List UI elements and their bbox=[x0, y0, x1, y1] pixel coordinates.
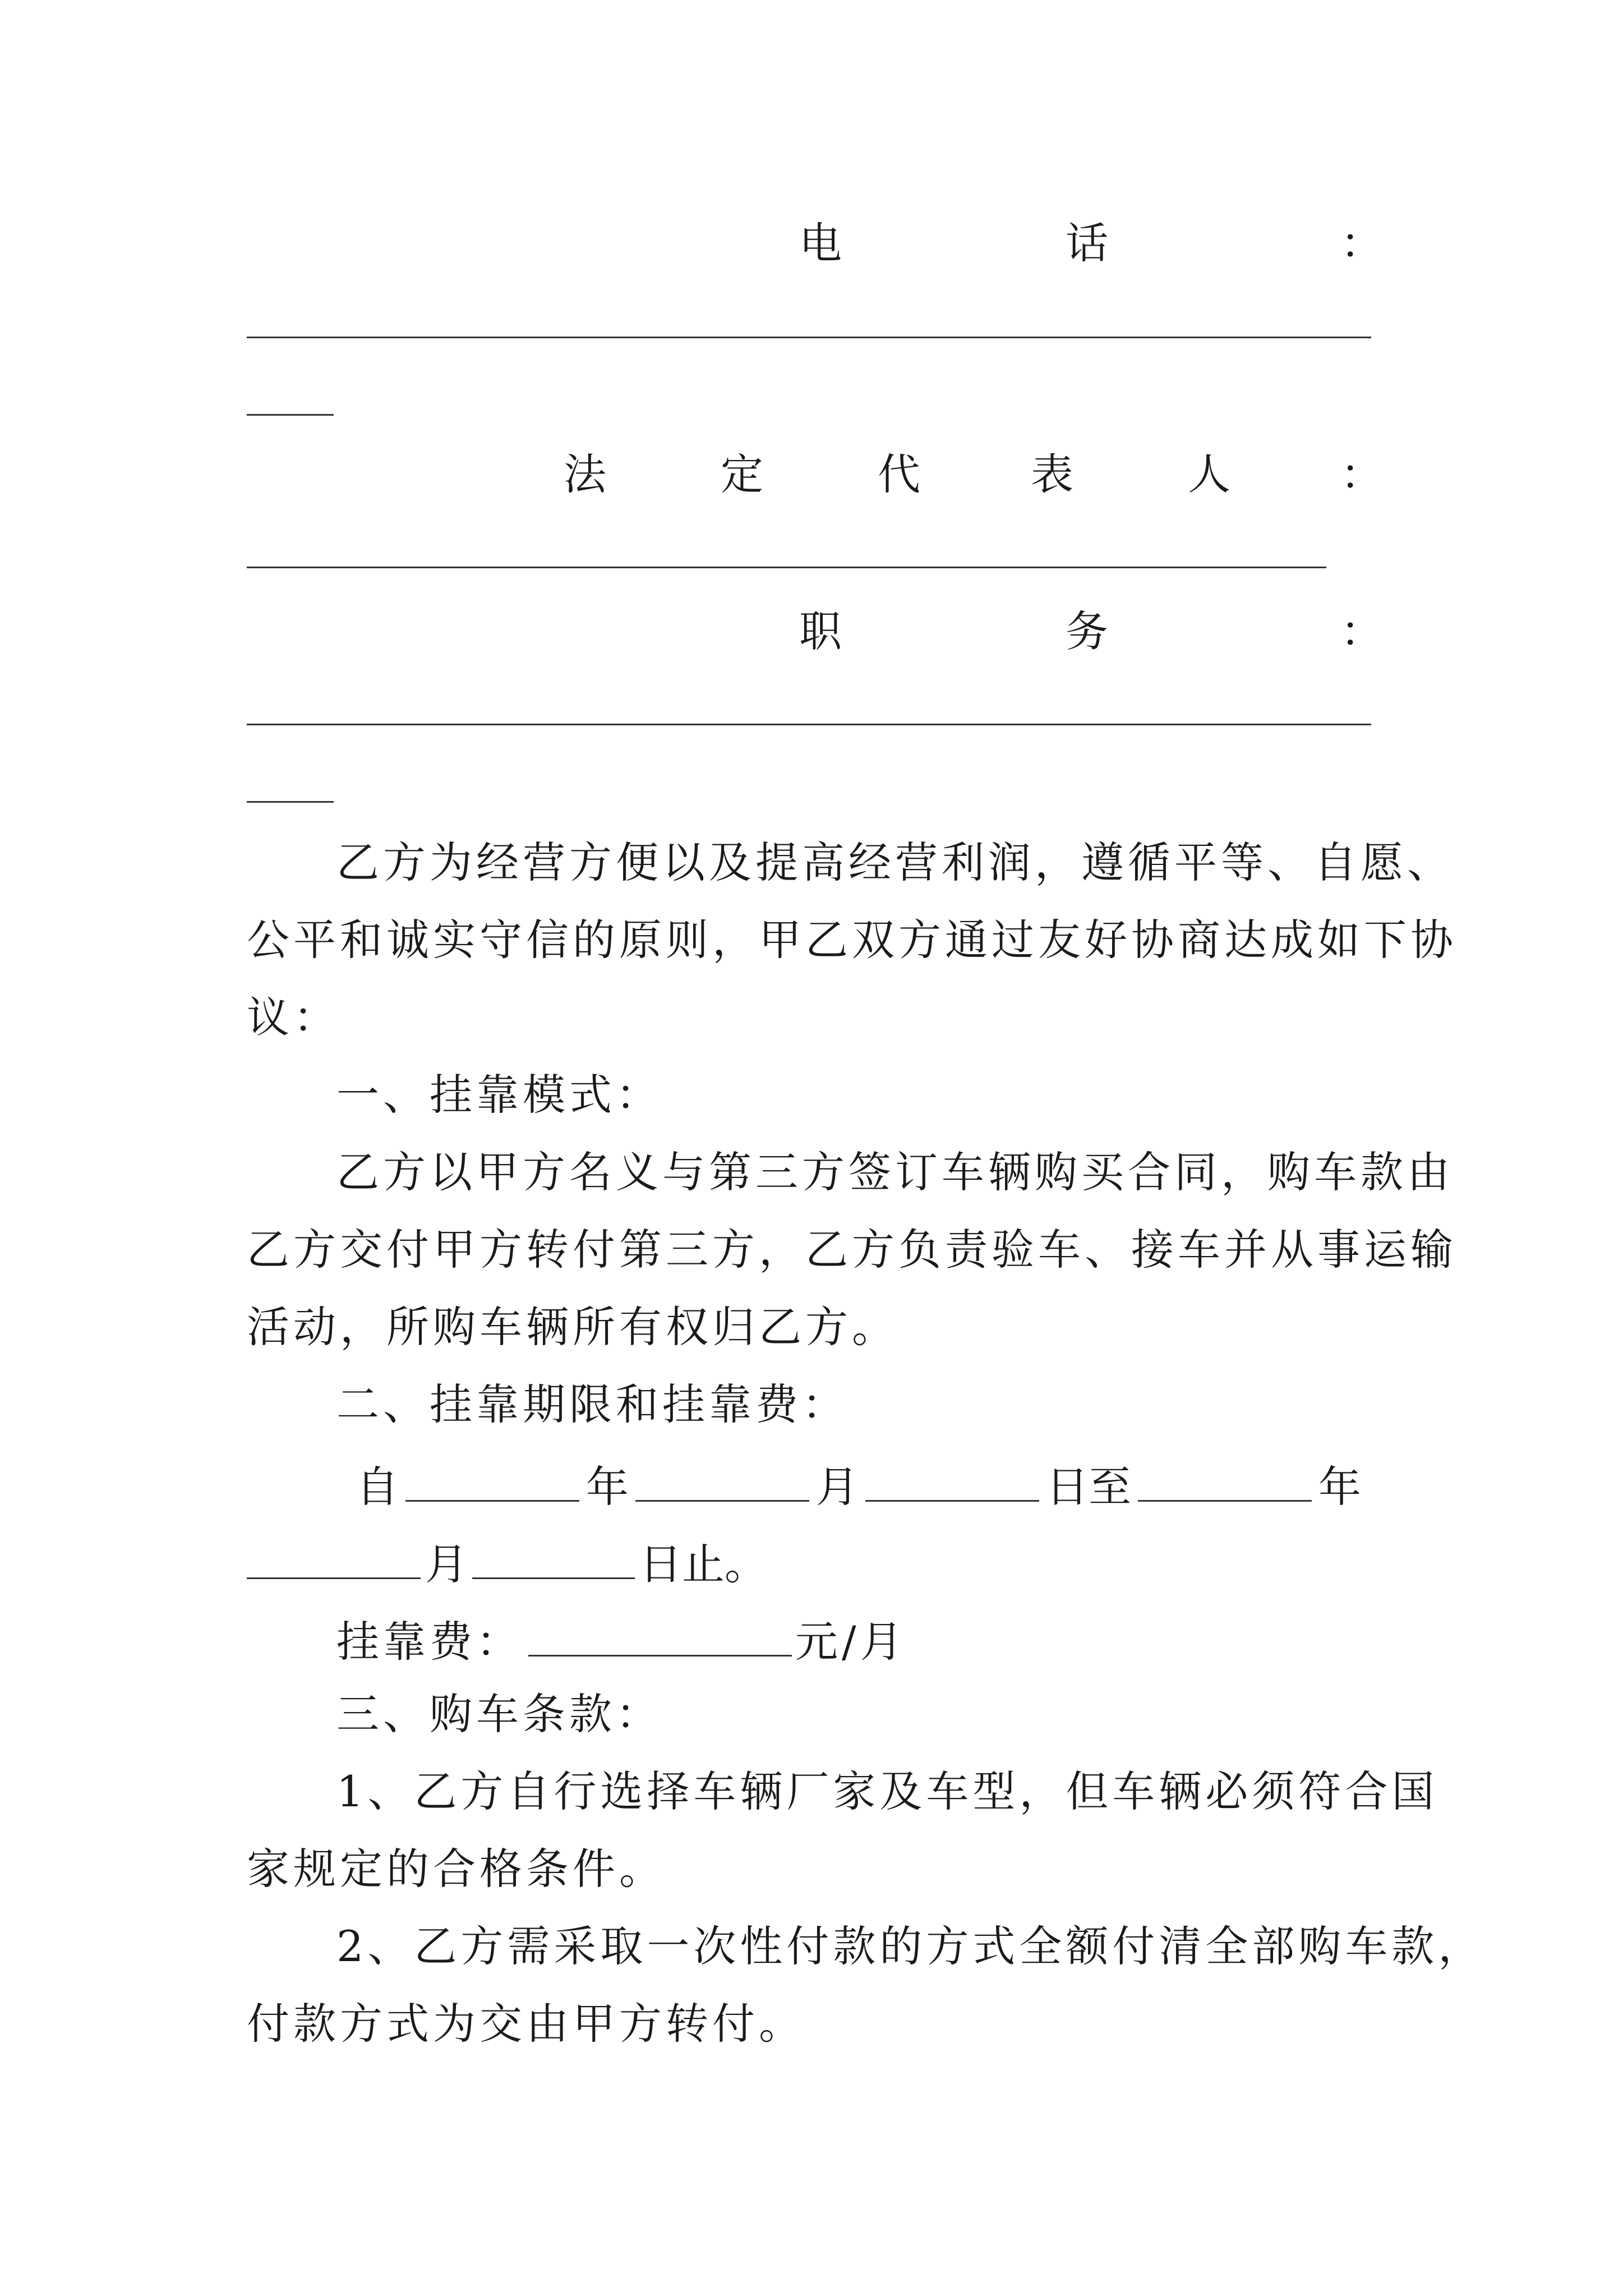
position-underline-tail bbox=[247, 801, 334, 803]
period-line-2 bbox=[247, 1538, 767, 1589]
intro-line-3: 议： bbox=[247, 992, 340, 1042]
period-day-to: 日至 bbox=[1046, 1462, 1131, 1512]
legal-rep-char-2: 定 bbox=[721, 449, 763, 499]
intro-line-2: 公平和诚实守信的原则，甲乙双方通过友好协商达成如下协 bbox=[247, 915, 1457, 965]
section-1-line-1: 乙方以甲方名义与第三方签订车辆购买合同，购车款由 bbox=[336, 1147, 1454, 1197]
section-1-title: 一、挂靠模式： bbox=[336, 1070, 662, 1120]
phone-label-char-2: 话 bbox=[1066, 218, 1108, 268]
position-colon: ： bbox=[1340, 606, 1383, 656]
section-1-line-2: 乙方交付甲方转付第三方，乙方负责验车、接车并从事运输 bbox=[247, 1225, 1457, 1274]
end-year-blank[interactable] bbox=[1138, 1461, 1312, 1502]
start-month-blank[interactable] bbox=[635, 1461, 809, 1502]
start-day-blank[interactable] bbox=[865, 1461, 1039, 1502]
fee-label: 挂靠费： bbox=[336, 1617, 523, 1667]
section-3-item-2-line-1: 2、乙方需采取一次性付款的方式全额付清全部购车款， bbox=[336, 1921, 1485, 1971]
period-line-1 bbox=[356, 1461, 1361, 1512]
fee-unit: 元/月 bbox=[795, 1617, 907, 1667]
legal-rep-char-5: 人 bbox=[1188, 449, 1230, 499]
end-month-blank[interactable] bbox=[247, 1538, 421, 1579]
fee-line bbox=[336, 1616, 907, 1667]
section-3-item-1-line-2: 家规定的合格条件。 bbox=[247, 1844, 666, 1894]
end-day-blank[interactable] bbox=[472, 1538, 635, 1579]
fee-blank[interactable] bbox=[528, 1616, 792, 1657]
position-char-2: 务 bbox=[1066, 606, 1108, 656]
phone-colon: ： bbox=[1340, 218, 1383, 268]
legal-rep-underline bbox=[247, 567, 1326, 568]
section-3-title: 三、购车条款： bbox=[336, 1689, 662, 1739]
period-from: 自 bbox=[356, 1462, 399, 1512]
section-2-title: 二、挂靠期限和挂靠费： bbox=[336, 1379, 849, 1429]
period-end: 日止。 bbox=[639, 1539, 767, 1589]
position-underline bbox=[247, 724, 1371, 725]
legal-rep-colon: ： bbox=[1340, 449, 1383, 499]
legal-rep-char-1: 法 bbox=[564, 449, 606, 499]
period-month-2: 月 bbox=[425, 1539, 468, 1589]
position-char-1: 职 bbox=[799, 606, 842, 656]
section-3-item-1-line-1: 1、乙方自行选择车辆厂家及车型，但车辆必须符合国 bbox=[336, 1766, 1438, 1816]
start-year-blank[interactable] bbox=[405, 1461, 579, 1502]
period-month: 月 bbox=[816, 1462, 859, 1512]
section-3-item-2-line-2: 付款方式为交由甲方转付。 bbox=[247, 1999, 805, 2049]
period-year: 年 bbox=[586, 1462, 629, 1512]
phone-underline-tail bbox=[247, 414, 334, 416]
legal-rep-char-3: 代 bbox=[878, 449, 920, 499]
period-year-2: 年 bbox=[1318, 1462, 1361, 1512]
section-1-line-3: 活动，所购车辆所有权归乙方。 bbox=[247, 1302, 898, 1352]
phone-underline bbox=[247, 337, 1371, 338]
intro-line-1: 乙方为经营方便以及提高经营利润，遵循平等、自愿、 bbox=[336, 838, 1454, 887]
phone-label-char-1: 电 bbox=[799, 218, 842, 268]
legal-rep-char-4: 表 bbox=[1031, 449, 1073, 499]
